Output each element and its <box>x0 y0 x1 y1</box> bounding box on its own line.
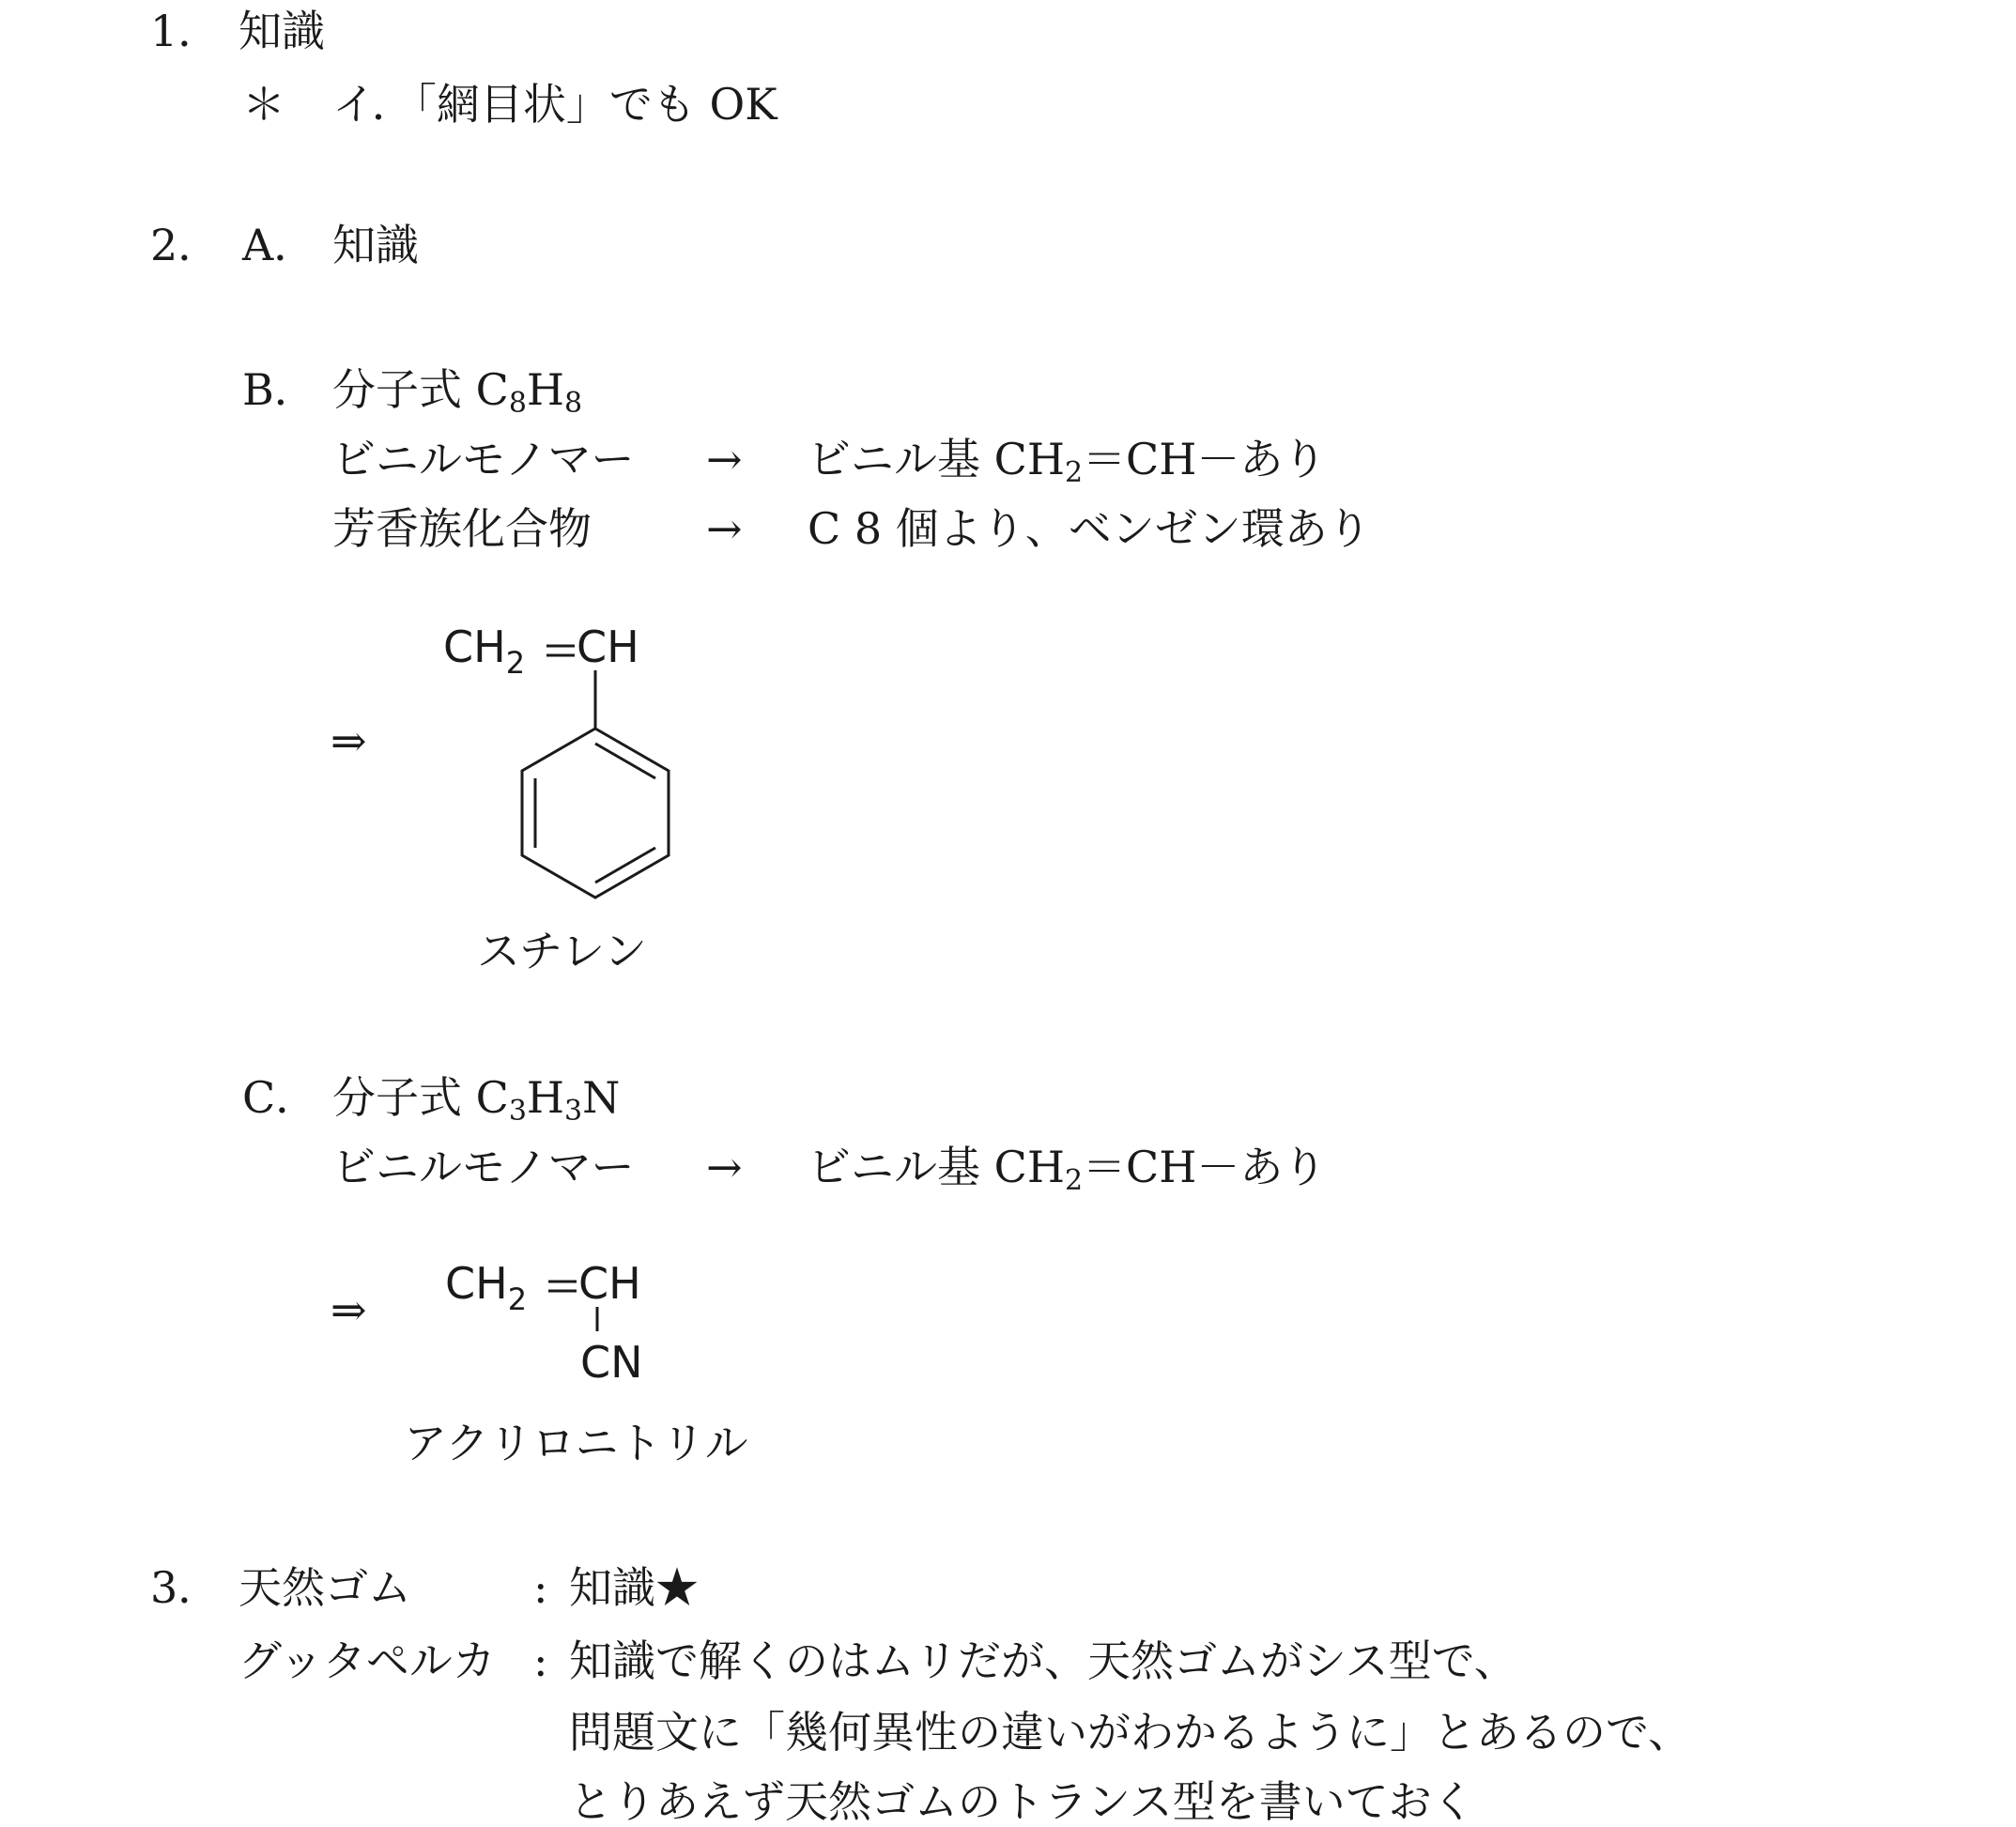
q3-item2-line-1: 知識で解くのはムリだが、天然ゴムがシス型で、 <box>569 1635 1517 1686</box>
styrene-ch2: $CH_2$ <box>443 622 526 681</box>
acrylo-cn: CN <box>580 1337 643 1388</box>
q3-item2-line-3: とりあえず天然ゴムのトランス型を書いておく <box>569 1776 1475 1827</box>
q3-item1-label: 天然ゴム <box>239 1562 411 1613</box>
acrylo-name: アクリロニトリル <box>404 1418 748 1468</box>
q2-c-formula: 分子式 $C_3H_3N$ <box>332 1072 621 1128</box>
q2-c-implies: ⇒ <box>331 1284 367 1335</box>
benzene-ring <box>522 729 669 898</box>
q2-b-row2-left: 芳香族化合物 <box>332 503 592 554</box>
q2-b-label: B． <box>242 364 317 415</box>
styrene-ch: CH <box>577 622 639 672</box>
benzene-double-bond-1 <box>595 744 655 778</box>
acrylo-ch2: $CH_2$ <box>445 1258 528 1317</box>
q2-number: 2． <box>150 220 222 270</box>
q3-item2-label: グッタペルカ <box>239 1635 496 1686</box>
q2-b-formula: 分子式 $C_8H_8$ <box>332 364 583 420</box>
q2-a-text: 知識 <box>332 220 419 270</box>
q3-item2-colon: : <box>533 1635 548 1686</box>
q2-c-label: C． <box>242 1072 319 1123</box>
q2-c-row1-right: ビニル基 $CH_2=CH-$あり <box>808 1142 1327 1197</box>
q2-b-row2-right: C 8 個より、ベンゼン環あり <box>808 503 1371 554</box>
q3-item2-line-2: 問題文に「幾何異性の違いがわかるように」とあるので、 <box>569 1707 1692 1758</box>
q3-item1-colon: : <box>533 1562 548 1613</box>
q2-b-row1-arrow: → <box>706 434 743 484</box>
q2-c-row1-left: ビニルモノマー <box>332 1142 635 1192</box>
q3-number: 3． <box>150 1562 222 1613</box>
q1-label: 知識 <box>239 6 325 56</box>
benzene-double-bond-2 <box>595 848 655 883</box>
q2-a-label: A． <box>242 220 317 270</box>
q3-item1-text: 知識★ <box>569 1562 699 1613</box>
styrene-name: スチレン <box>477 926 648 976</box>
q2-b-row1-left: ビニルモノマー <box>332 434 635 484</box>
acrylo-ch: CH <box>578 1258 641 1309</box>
q2-b-implies: ⇒ <box>331 715 367 766</box>
q1-note-text: イ．「網目状」でも OK <box>332 79 777 130</box>
q2-b-row2-arrow: → <box>706 503 743 554</box>
q1-number: 1． <box>150 6 222 56</box>
q2-b-row1-right: ビニル基 $CH_2=CH-$あり <box>808 434 1327 489</box>
q1-note-mark: ＊ <box>242 79 285 130</box>
q2-c-row1-arrow: → <box>706 1142 743 1192</box>
